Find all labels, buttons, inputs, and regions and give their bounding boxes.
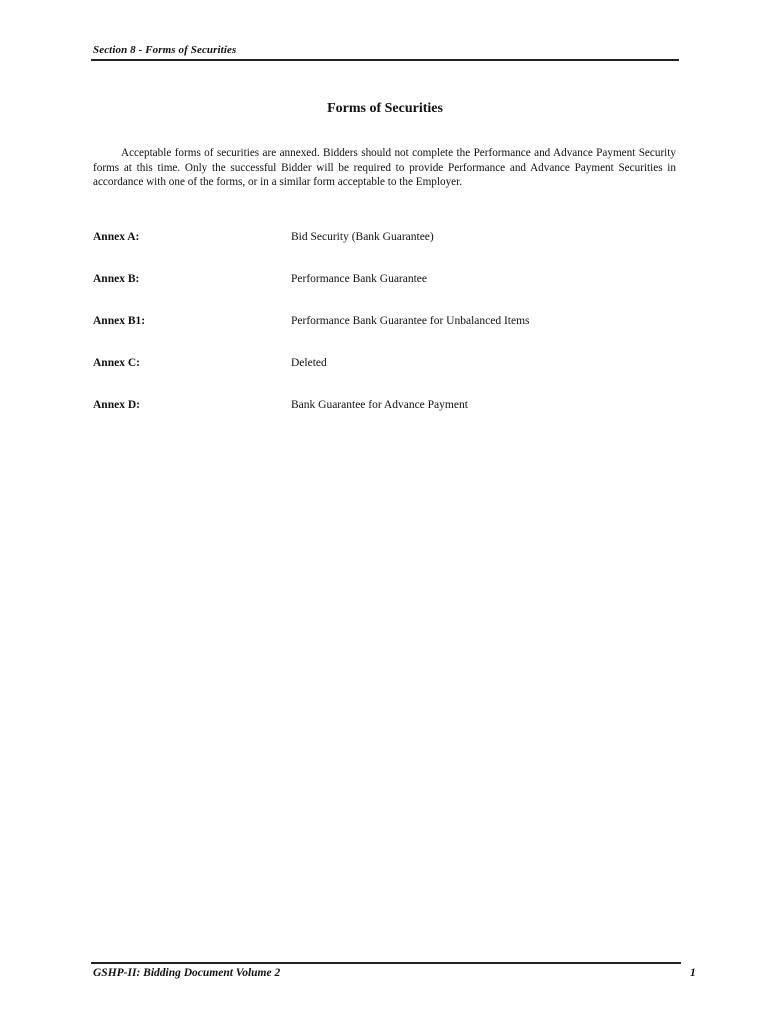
annex-row (93, 231, 683, 247)
annex-label: Annex C: (93, 357, 140, 369)
annex-row (93, 399, 683, 415)
annex-label: Annex B1: (93, 315, 146, 327)
section-header: Section 8 - Forms of Securities (93, 44, 237, 56)
page-title: Forms of Securities (327, 101, 443, 116)
footer-document-name: GSHP-II: Bidding Document Volume 2 (93, 967, 281, 979)
annex-row (93, 357, 683, 373)
annex-description: Bank Guarantee for Advance Payment (291, 399, 468, 411)
footer-rule (91, 962, 681, 964)
annex-description: Deleted (291, 357, 327, 369)
annex-label: Annex B: (93, 273, 140, 285)
annex-description: Performance Bank Guarantee for Unbalanced Items (291, 315, 530, 327)
annex-description: Bid Security (Bank Guarantee) (291, 231, 434, 243)
header-rule (91, 59, 679, 61)
annex-row (93, 315, 683, 331)
annex-label: Annex D: (93, 399, 140, 411)
annex-label: Annex A: (93, 231, 140, 243)
annex-description: Performance Bank Guarantee (291, 273, 428, 285)
page-number: 1 (690, 967, 696, 979)
annex-row (93, 273, 683, 289)
intro-paragraph: Acceptable forms of securities are annexed. Bidders should not complete the Performance and Advance Payment Security forms at this time. Only the successful Bidder will be required to provide Performance and Advance Payment Securities in accordance with one of the forms, or in a similar form acceptable to the Employer. (93, 147, 676, 189)
